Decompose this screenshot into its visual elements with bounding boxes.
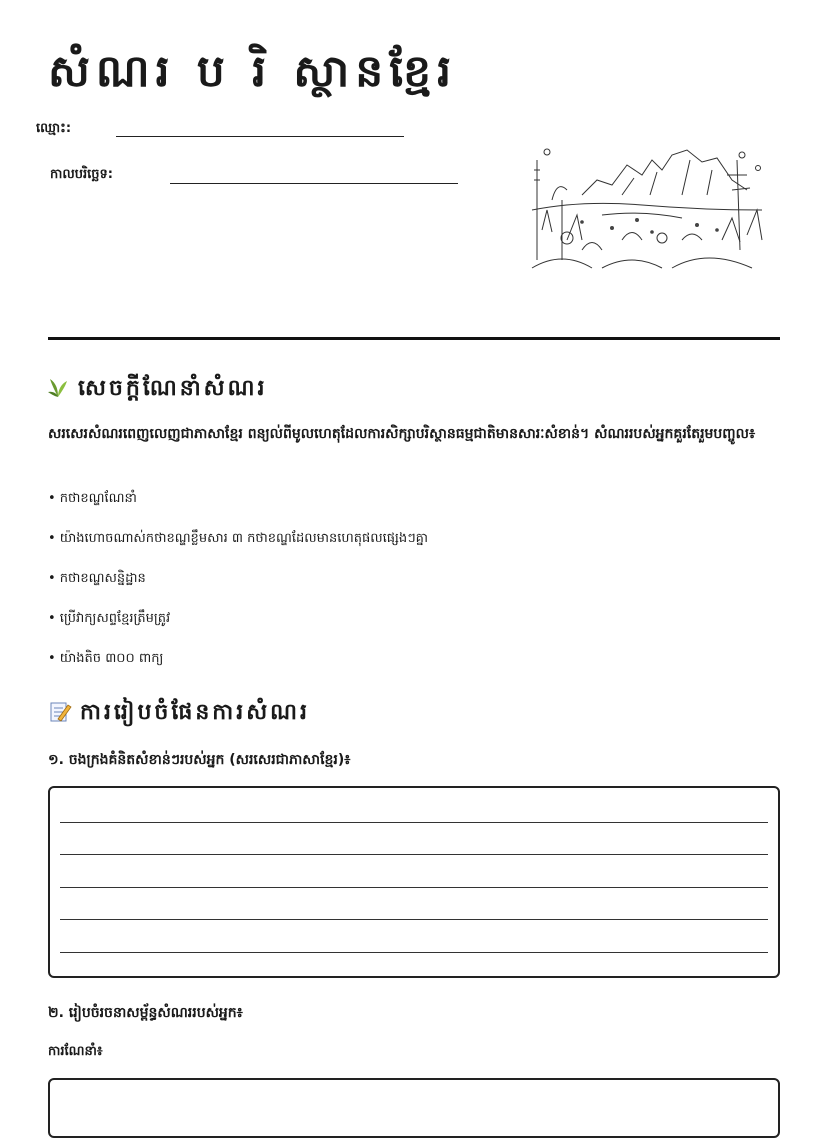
writing-line xyxy=(60,952,768,953)
instructions-intro: សរសេរសំណរពេញលេញជាភាសាខ្មែរ ពន្យល់ពីមូលហេតុដែលការសិក្សាបរិស្ថានធម្មជាតិមានសារៈសំខាន់។ សំណររបស់អ្នកគួរតែរួមបញ្ចូល៖ xyxy=(48,426,756,442)
writing-line xyxy=(60,822,768,823)
section-planning-title: ការរៀបចំផែនការសំណរ xyxy=(80,700,311,725)
section-instructions-heading xyxy=(46,374,267,406)
plant-icon xyxy=(46,375,70,405)
answer-box-2[interactable] xyxy=(48,1078,780,1138)
page-title: សំណរ ប រិ ស្ថានខ្មែរ xyxy=(48,46,458,97)
section-planning-heading xyxy=(48,698,310,730)
landscape-illustration xyxy=(522,140,772,280)
date-label: កាលបរិច្ឆេទ: xyxy=(50,167,113,182)
list-item: • ប្រើវាក្យសព្ទខ្មែរត្រឹមត្រូវ xyxy=(48,611,171,626)
question-2-sublabel: ការណែនាំ៖ xyxy=(48,1044,103,1059)
question-1: ១. ចងក្រងគំនិតសំខាន់ៗរបស់អ្នក (សរសេរជាភាសាខ្មែរ)៖ xyxy=(48,752,351,768)
notepad-icon xyxy=(48,699,72,729)
list-item: • យ៉ាងហោចណាស់កថាខណ្ឌខ្លឹមសារ ៣ កថាខណ្ឌដែលមានហេតុផលផ្សេងៗគ្នា xyxy=(48,531,429,546)
writing-line xyxy=(60,919,768,920)
name-field[interactable] xyxy=(116,136,404,137)
list-item: • កថាខណ្ឌសន្និដ្ឋាន xyxy=(48,571,146,586)
header-divider xyxy=(48,337,780,340)
writing-line xyxy=(60,854,768,855)
answer-box-1[interactable] xyxy=(48,786,780,978)
question-2: ២. រៀបចំរចនាសម្ព័ន្ធសំណររបស់អ្នក៖ xyxy=(48,1005,243,1021)
list-item: • យ៉ាងតិច ៣០០ ពាក្យ xyxy=(48,651,164,666)
date-field[interactable] xyxy=(170,183,458,184)
section-instructions-title: សេចក្តីណែនាំសំណរ xyxy=(78,376,268,401)
list-item: • កថាខណ្ឌណែនាំ xyxy=(48,491,137,506)
writing-line xyxy=(60,887,768,888)
name-label: ឈ្មោះ: xyxy=(36,121,72,136)
